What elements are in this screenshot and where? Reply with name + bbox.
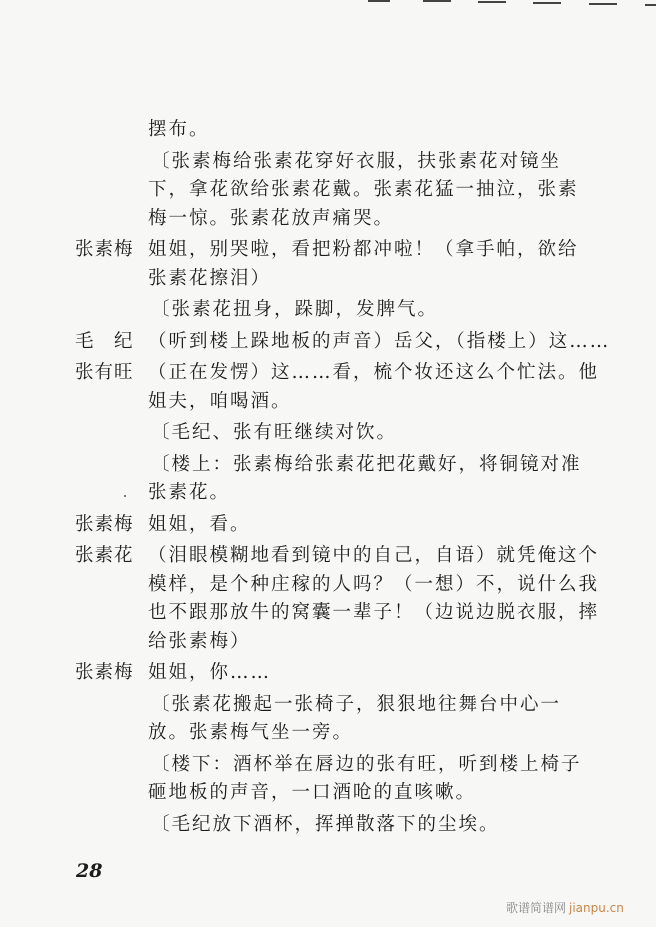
- text-line: 给张素梅）: [148, 630, 251, 652]
- text-line: 〔张素花搬起一张椅子，狠狠地往舞台中心一: [151, 693, 562, 715]
- text-line: 〔毛纪、张有旺继续对饮。: [151, 422, 398, 443]
- dialogue-block: [75, 359, 635, 416]
- block-lines: [148, 296, 628, 325]
- dialogue-block: [75, 328, 635, 357]
- speaker-name: 张素花: [75, 545, 134, 566]
- text-line: 姐夫，咱喝酒。: [148, 390, 292, 412]
- scan-mark: [533, 2, 561, 4]
- text-line: 下，拿花欲给张素花戴。张素花猛一抽泣，张素: [148, 179, 579, 200]
- block-lines: [148, 811, 628, 840]
- speaker-name: 张素梅: [75, 513, 134, 535]
- script-text: [75, 116, 635, 842]
- scan-mark: [478, 1, 506, 3]
- text-line: 张素花擦泪）: [148, 267, 272, 289]
- speaker-name: [75, 148, 148, 177]
- text-line: 〔毛纪放下酒杯，挥掸散落下的尘埃。: [151, 813, 500, 835]
- text-line: 放。张素梅气坐一旁。: [148, 722, 354, 743]
- scan-speck: [124, 495, 126, 497]
- block-lines: [148, 116, 628, 145]
- speaker-name: [75, 691, 148, 720]
- text-line: 姐姐，你……: [148, 662, 272, 683]
- text-line: 梅一惊。张素花放声痛哭。: [148, 207, 395, 229]
- dialogue-block: [75, 236, 635, 293]
- block-lines: [148, 659, 628, 688]
- scan-mark: [645, 4, 656, 6]
- text-line: 〔楼上：张素梅给张素花把花戴好，将铜镜对准: [151, 453, 582, 475]
- watermark-domain: jianpu.cn: [569, 901, 624, 915]
- text-line: 姐姐，看。: [148, 513, 251, 535]
- scan-mark: [423, 0, 451, 2]
- block-lines: [148, 511, 628, 540]
- block-lines: [148, 451, 628, 508]
- block-lines: [148, 542, 628, 656]
- text-line: （听到楼上跺地板的声音）岳父，（指楼上）这……: [148, 330, 611, 352]
- text-line: 也不跟那放牛的窝囊一辈子！（边说边脱衣服，摔: [148, 602, 600, 623]
- block-lines: [148, 148, 628, 234]
- dialogue-block: [75, 511, 635, 540]
- speaker-name: [75, 451, 148, 480]
- speaker-name: [75, 751, 148, 780]
- block-lines: [148, 359, 628, 416]
- text-line: 姐姐，别哭啦，看把粉都冲啦！（拿手帕，欲给: [148, 239, 579, 260]
- stage-direction-block: [75, 811, 635, 840]
- speaker-name: [75, 116, 148, 145]
- block-lines: [148, 751, 628, 808]
- speaker-name: [75, 811, 148, 840]
- scan-mark: [589, 3, 617, 5]
- speaker-name: [75, 419, 148, 448]
- text-line: 〔张素梅给张素花穿好衣服，扶张素花对镜坐: [151, 150, 562, 172]
- text-line: 〔张素花扭身，跺脚，发脾气。: [151, 299, 439, 320]
- speaker-name: 张有旺: [75, 362, 134, 383]
- stage-direction-block: [75, 751, 635, 808]
- stage-direction-block: [75, 419, 635, 448]
- text-line: 模样，是个种庄稼的人吗？（一想）不，说什么我: [148, 573, 600, 595]
- dialogue-block: [75, 542, 635, 656]
- speaker-name: 张素梅: [75, 662, 134, 683]
- text-line: 〔楼下：酒杯举在唇边的张有旺，听到楼上椅子: [151, 753, 582, 775]
- speaker-name: 毛 纪: [75, 330, 134, 352]
- block-lines: [148, 691, 628, 748]
- scan-mark: [368, 0, 390, 2]
- dialogue-block: [75, 659, 635, 688]
- speaker-name: [75, 296, 148, 325]
- stage-direction-block: [75, 451, 635, 508]
- text-line: （正在发愣）这……看，梳个妆还这么个忙法。他: [148, 362, 600, 383]
- text-line: （泪眼模糊地看到镜中的自己，自语）就凭俺这个: [148, 545, 600, 566]
- block-lines: [148, 419, 628, 448]
- stage-direction-block: [75, 148, 635, 234]
- watermark: [506, 900, 624, 916]
- speaker-name: 张素梅: [75, 239, 134, 260]
- page-number: 28: [76, 860, 103, 882]
- text-line: 砸地板的声音，一口酒呛的直咳嗽。: [148, 782, 477, 803]
- text-line: 摆布。: [148, 119, 210, 140]
- block-lines: [148, 328, 628, 357]
- stage-direction-block: [75, 296, 635, 325]
- stage-direction-block: [75, 691, 635, 748]
- block-lines: [148, 236, 628, 293]
- watermark-text: 歌谱简谱网: [506, 901, 567, 915]
- text-line: 张素花。: [148, 482, 231, 503]
- stage-direction-block: [75, 116, 635, 145]
